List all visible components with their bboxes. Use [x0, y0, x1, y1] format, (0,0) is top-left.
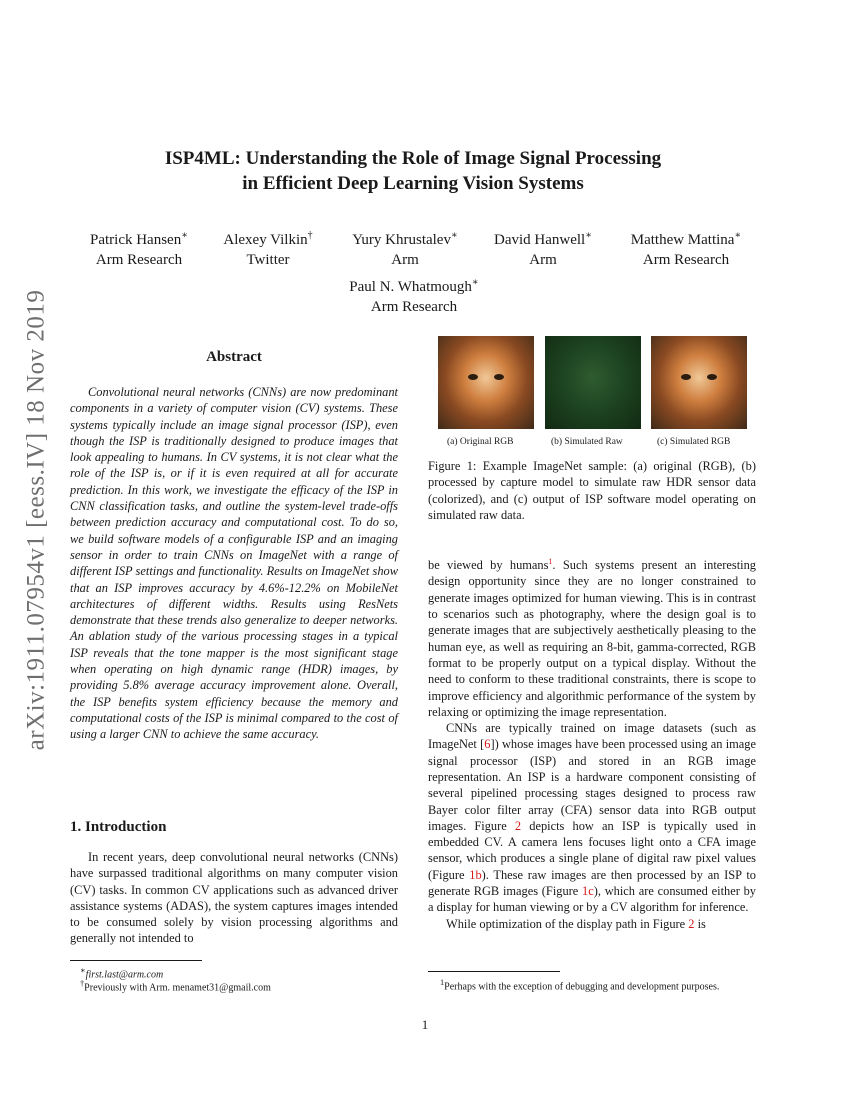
figure-ref-link[interactable]: 2 [514, 818, 522, 833]
text-span: ). These raw images are then processed by an ISP to generate RGB images (Figure [428, 867, 757, 899]
citation-link[interactable]: 6 [484, 737, 491, 752]
title-line-1: ISP4ML: Understanding the Role of Image Signal Processing [164, 148, 662, 169]
author-affiliation: Arm [529, 252, 557, 268]
author-block [349, 273, 478, 317]
footnote-rule [428, 971, 560, 972]
author-mark: † [307, 230, 313, 241]
figure-image-simulated-raw [545, 336, 641, 429]
footnote-mark: ∗ [80, 966, 86, 975]
footnote-affiliation [80, 977, 271, 994]
text-span: While optimization of the display path in Figure [446, 916, 689, 931]
figure-ref-link[interactable]: 1b [469, 867, 482, 882]
author-affiliation: Arm [391, 252, 419, 268]
figure-subcaption-c: (c) Simulated RGB [657, 437, 731, 447]
footnote-rule [70, 960, 202, 961]
text-span: is [694, 916, 706, 931]
text-span: depicts how an ISP is typically used in embedded CV. A camera lens focuses light onto a CFA image sensor, which produces a single plane of digital raw pixel values (Figure [428, 818, 756, 882]
author-block [90, 226, 188, 270]
tiger-eye-shape [468, 374, 478, 380]
author-mark: ∗ [181, 230, 189, 241]
figure-subcaption-b: (b) Simulated Raw [551, 437, 623, 447]
figure-caption: Figure 1: Example ImageNet sample: (a) original (RGB), (b) processed by capture model to simulate raw HDR sensor data (colorized), and (c) output of ISP software model operating on simulated raw data. [428, 459, 756, 522]
page-number: 1 [421, 1017, 429, 1032]
figure-subcaption-a: (a) Original RGB [447, 437, 514, 447]
figure-ref-link[interactable]: 1c [582, 884, 594, 899]
figure-image-original-rgb [438, 336, 534, 429]
footnote-email-text: first.last@arm.com [85, 969, 164, 981]
figure-ref-link[interactable]: 2 [688, 916, 695, 931]
author-mark: ∗ [585, 230, 593, 241]
right-paragraph-1 [428, 554, 756, 720]
footnote-mark: 1 [440, 978, 445, 987]
author-block [223, 226, 312, 270]
author-name: Paul N. Whatmough [349, 279, 472, 295]
right-paragraph-3 [428, 916, 756, 932]
author-mark: ∗ [471, 277, 479, 288]
author-block [352, 226, 458, 270]
author-affiliation: Arm Research [370, 299, 458, 315]
author-name: Alexey Vilkin [223, 232, 308, 248]
author-mark: ∗ [734, 230, 742, 241]
arxiv-stamp [16, 250, 56, 790]
author-name: Yury Khrustalev [352, 232, 451, 248]
author-block [494, 226, 592, 270]
tiger-eye-shape [681, 374, 691, 380]
arxiv-stamp-text: arXiv:1911.07954v1 [eess.IV] 18 Nov 2019 [22, 289, 49, 751]
text-span: . Such systems present an interesting design opportunity since they are no longer constrained to generate images optimized for human viewing. This is in contrast to scenarios such as photography, where the design goal is to generate images that are subjectively aesthetically pleasing to the human eye, as well as requiring an 8-bit, gamma-corrected, RGB format to be properly output on a typical display. Without the need to conform to these traditional constraints, there is scope to improve efficiency and algorithmic performance of the system by relaxing or optimizing the image representation. [428, 558, 756, 719]
author-name: Patrick Hansen [89, 232, 182, 248]
text-span: ), which are consumed either by a display for human viewing or by a CV algorithm for inference. [428, 884, 756, 915]
right-column-body [428, 554, 756, 932]
section-heading-introduction: 1. Introduction [70, 819, 167, 835]
footnote-ref-link[interactable]: 1 [548, 557, 553, 566]
author-block [631, 226, 742, 270]
title-line-2: in Efficient Deep Learning Vision Systems [242, 173, 584, 194]
paper-title [100, 146, 726, 196]
text-span: be viewed by humans [428, 558, 549, 573]
author-affiliation: Twitter [246, 252, 290, 268]
intro-paragraph: In recent years, deep convolutional neural networks (CNNs) have surpassed traditional algorithms on many computer vision (CV) tasks. In common CV applications such as advanced driver assistance systems (ADAS), the system captures images intended to be consumed solely by vision processing algorithms and generally not intended to [70, 850, 398, 946]
author-name: David Hanwell [493, 232, 586, 248]
footnote-right [440, 976, 719, 993]
right-paragraph-2 [428, 720, 756, 916]
tiger-eye-shape [494, 374, 504, 380]
abstract-text: Convolutional neural networks (CNNs) are now predominant components in a variety of computer vision (CV) systems. These systems typically include an image signal processor (ISP), even though the ISP is traditionally designed to produce images that look appealing to humans. In CV systems, it is not clear what the role of the ISP is, or if it is even required at all for accurate prediction. In this work, we investigate the efficacy of the ISP in CNN classification tasks, and outline the system-level trade-offs between prediction accuracy and computational cost. To do so, we build software models of a configurable ISP and an imaging sensor in order to train CNNs on ImageNet with a range of different ISP settings and functionality. Results on ImageNet show that an ISP improves accuracy by 4.6%-12.2% on MobileNet architectures of different widths. Results using ResNets demonstrate that these trends also generalize to deeper networks. An ablation study of the various processing stages in a typical ISP reveals that the tone mapper is the most significant stage when operating on high dynamic range (HDR) images, by providing 5.8% average accuracy improvement alone. Overall, the ISP benefits system efficiency because the memory and computational costs of the ISP is minimal compared to the cost of using a larger CNN to achieve the same accuracy. [70, 385, 398, 742]
abstract-heading: Abstract [206, 349, 262, 365]
text-span: CNNs are typically trained on image datasets (such as ImageNet [ [428, 721, 756, 752]
author-name: Matthew Mattina [630, 232, 735, 248]
text-span: ]) whose images have been processed using an image signal processor (ISP) and stored in an RGB image representation. An ISP is a hardware component consisting of several pipelined processing stages designed to process raw Bayer color filter array (CFA) sensor data into RGB output images. Figure [428, 737, 757, 833]
figure-image-simulated-rgb [651, 336, 747, 429]
footnote-right-text: Perhaps with the exception of debugging and development purposes. [444, 981, 720, 993]
author-affiliation: Arm Research [642, 252, 730, 268]
author-mark: ∗ [450, 230, 458, 241]
author-affiliation: Arm Research [95, 252, 183, 268]
footnote-affiliation-text: Previously with Arm. menamet31@gmail.com [84, 982, 271, 994]
tiger-eye-shape [707, 374, 717, 380]
footnote-mark: † [80, 979, 85, 988]
